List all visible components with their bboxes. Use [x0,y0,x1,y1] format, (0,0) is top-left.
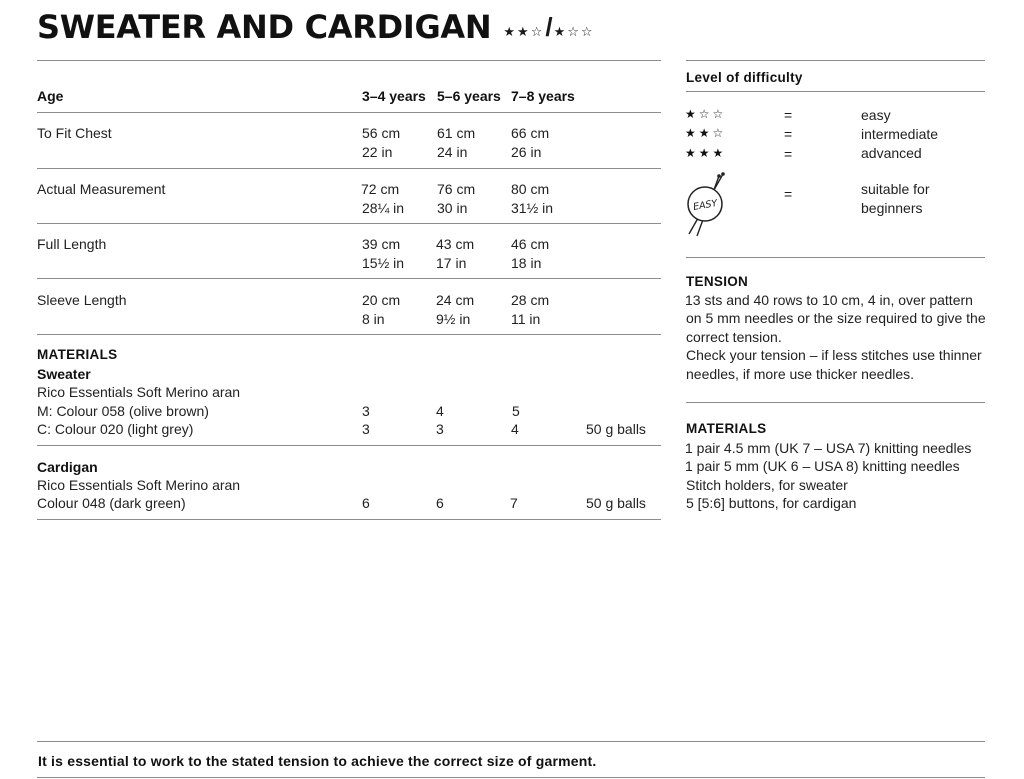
cell-cm: 76 cm [437,181,476,197]
easy-yarn-ball-icon [683,172,733,238]
tension-text-line: on 5 mm needles or the size required to give the [686,310,986,326]
cell-cm: 72 cm [361,181,400,197]
cell-in: 22 in [362,144,393,160]
beginner-label-line1: suitable for [861,181,930,197]
title-rating-slash: / [545,11,553,42]
page-title: SWEATER AND CARDIGAN [37,8,492,46]
divider [37,334,661,335]
stars-three-icon: ★★★ [685,146,727,160]
beginner-label-line2: beginners [861,200,923,216]
sweater-heading: Sweater [37,366,91,382]
cell-in: 9½ in [436,311,471,327]
unit-label: 50 g balls [586,495,646,511]
divider [37,777,985,778]
row-label: Sleeve Length [37,292,127,308]
quantity-cell: 3 [362,403,370,419]
divider [37,112,661,113]
tension-text-line: Check your tension – if less stitches use thinner [686,347,982,363]
divider [37,741,985,742]
sweater-main-colour: M: Colour 058 (olive brown) [37,403,209,419]
cell-in: 17 in [436,255,467,271]
divider [686,402,985,403]
row-label: Actual Measurement [37,181,166,197]
difficulty-intermediate: intermediate [861,126,939,142]
title-left-stars-icon: ★★☆ [503,23,545,39]
quantity-cell: 3 [362,421,370,437]
cell-cm: 20 cm [362,292,401,308]
cell-in: 18 in [511,255,542,271]
size-header: 5–6 years [437,88,501,104]
unit-label: 50 g balls [586,421,646,437]
quantity-cell: 7 [510,495,518,511]
page-title-row [37,8,595,46]
difficulty-heading: Level of difficulty [686,70,803,85]
row-label: To Fit Chest [37,125,112,141]
materials-line: 1 pair 4.5 mm (UK 7 – USA 7) knitting needles [685,440,972,456]
cell-cm: 39 cm [362,236,401,252]
tension-text-line: needles, if more use thicker needles. [686,366,915,382]
materials-line: 1 pair 5 mm (UK 6 – USA 8) knitting needles [685,458,960,474]
quantity-cell: 4 [511,421,519,437]
cell-cm: 61 cm [437,125,476,141]
footer-note: It is essential to work to the stated tension to achieve the correct size of garment. [38,753,597,769]
sweater-yarn: Rico Essentials Soft Merino aran [37,384,241,400]
divider [37,519,661,520]
cell-cm: 46 cm [511,236,550,252]
cardigan-colour: Colour 048 (dark green) [37,495,186,511]
equals-sign: = [784,107,793,123]
row-label: Full Length [37,236,107,252]
cell-cm: 56 cm [362,125,401,141]
divider [37,223,661,224]
divider [686,257,985,258]
equals-sign: = [784,146,793,162]
divider [37,278,661,279]
size-header: 7–8 years [511,88,575,104]
tension-heading: TENSION [686,274,749,289]
cell-in: 30 in [437,200,468,216]
divider [37,445,661,446]
divider [37,168,661,169]
quantity-cell: 6 [362,495,370,511]
stars-one-icon: ★☆☆ [685,107,727,121]
divider [37,60,661,61]
quantity-cell: 3 [436,421,444,437]
stars-two-icon: ★★☆ [685,126,727,140]
size-header: 3–4 years [362,88,426,104]
divider [686,91,985,92]
materials-line: 5 [5:6] buttons, for cardigan [686,495,857,511]
cell-cm: 43 cm [436,236,475,252]
equals-sign: = [784,126,793,142]
easy-icon-text: EASY [692,197,719,214]
equals-sign: = [784,186,793,202]
cardigan-yarn: Rico Essentials Soft Merino aran [37,477,241,493]
tension-text-line: 13 sts and 40 rows to 10 cm, 4 in, over pattern [685,292,973,308]
cell-in: 11 in [511,311,541,327]
title-difficulty-rating [503,12,594,43]
materials-line: Stitch holders, for sweater [686,477,848,493]
cell-in: 8 in [362,311,385,327]
title-right-stars-icon: ★☆☆ [553,23,595,39]
cell-cm: 66 cm [511,125,550,141]
cell-in: 26 in [511,144,542,160]
difficulty-advanced: advanced [861,145,922,161]
tension-text-line: correct tension. [686,329,782,345]
cell-cm: 28 cm [511,292,550,308]
quantity-cell: 6 [436,495,444,511]
cell-cm: 80 cm [511,181,550,197]
cardigan-heading: Cardigan [37,459,98,475]
materials-heading: MATERIALS [37,347,118,362]
quantity-cell: 4 [436,403,444,419]
materials-needles-heading: MATERIALS [686,421,767,436]
sweater-contrast-colour: C: Colour 020 (light grey) [37,421,194,437]
difficulty-easy: easy [861,107,891,123]
cell-in: 15½ in [362,255,405,271]
cell-in: 24 in [437,144,468,160]
table-header-age: Age [37,88,64,104]
quantity-cell: 5 [512,403,520,419]
divider [686,60,985,61]
cell-cm: 24 cm [436,292,475,308]
cell-in: 28¼ in [362,200,405,216]
cell-in: 31½ in [511,200,554,216]
